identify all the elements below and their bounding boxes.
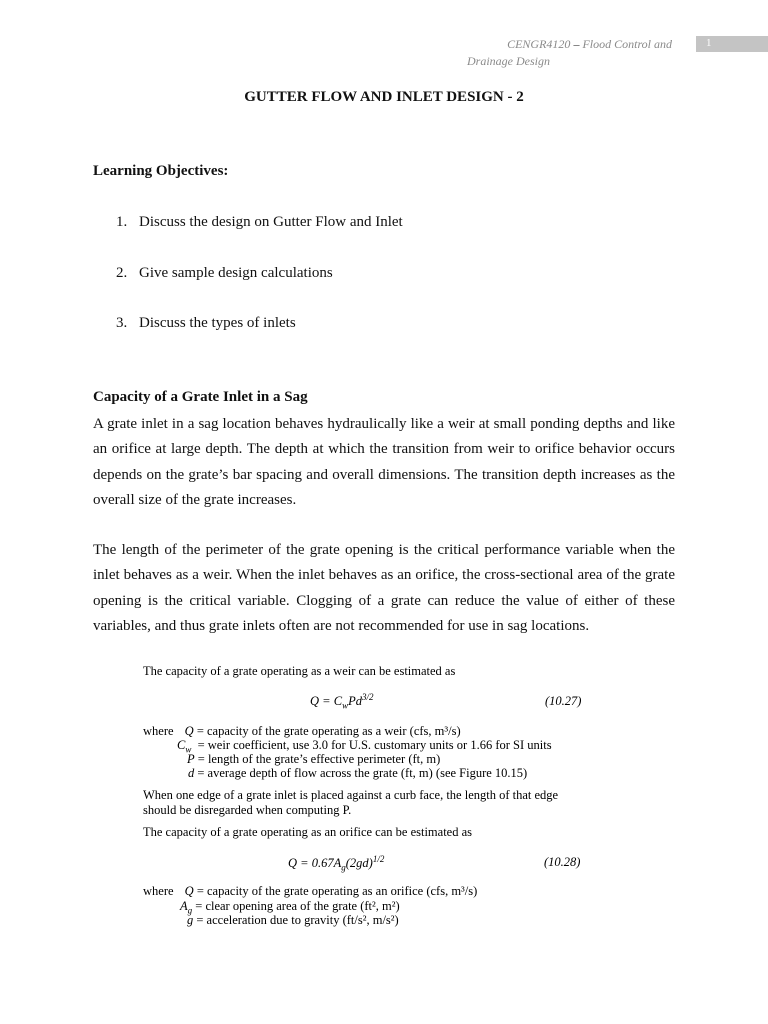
- weir-def-row: $C_w$ = weir coefficient, use 3.0 for U.S. customary units or 1.66 for SI units: [177, 738, 552, 755]
- course-title-line-1: Flood Control and: [582, 37, 672, 51]
- objective-item: [116, 214, 403, 231]
- objective-number: 3.: [116, 315, 128, 331]
- objective-text: Discuss the design on Gutter Flow and Inlet: [139, 214, 403, 230]
- orifice-def: = capacity of the grate operating as an orifice (cfs, m³/s): [196, 884, 478, 898]
- section-heading: Capacity of a Grate Inlet in a Sag: [93, 389, 308, 405]
- objectives-heading: Learning Objectives:: [93, 163, 229, 179]
- orifice-equation: $Q = 0.67A_g(2gd)^{1/2}$: [288, 854, 385, 873]
- objective-number: 1.: [116, 214, 128, 230]
- document-title: GUTTER FLOW AND INLET DESIGN - 2: [244, 89, 524, 105]
- objective-item: [116, 315, 296, 332]
- weir-intro: The capacity of a grate operating as a weir can be estimated as: [143, 664, 456, 678]
- paragraph-2: The length of the perimeter of the grate opening is the critical performance variable when the inlet behaves as a weir. When the inlet behaves as an orifice, the cross-sectional area of the grate opening is the critical variable. Clogging of a grate can reduce the value of either of these variables, and thus grate inlets often are not recommended for use in sag locations.: [93, 542, 675, 634]
- weir-equation: $Q = C_wPd^{3/2}$: [310, 692, 374, 711]
- weir-def-row: where Q = capacity of the grate operating as a weir (cfs, m³/s): [143, 724, 461, 738]
- weir-def: = capacity of the grate operating as a weir (cfs, m³/s): [196, 724, 461, 738]
- page-number-box: [696, 36, 768, 52]
- where-label: where: [143, 884, 174, 898]
- curb-note-line-1: When one edge of a grate inlet is placed against a curb face, the length of that edge: [143, 788, 559, 802]
- weir-def: = weir coefficient, use 3.0 for U.S. customary units or 1.66 for SI units: [197, 738, 552, 752]
- orifice-def: = acceleration due to gravity (ft/s², m/s²): [196, 913, 399, 927]
- objective-item: [116, 265, 333, 282]
- weir-def-row: d = average depth of flow across the grate (ft, m) (see Figure 10.15): [188, 766, 528, 780]
- course-code: CENGR4120: [507, 37, 571, 51]
- orifice-def-row: g = acceleration due to gravity (ft/s², m/s²): [187, 913, 399, 927]
- header-course-line: [467, 36, 672, 53]
- weir-def: = average depth of flow across the grate (ft, m) (see Figure 10.15): [197, 766, 528, 780]
- weir-def-row: P = length of the grate’s effective perimeter (ft, m): [187, 752, 441, 766]
- curb-note-line-2: should be disregarded when computing P.: [143, 803, 352, 817]
- course-title-line-2: Drainage Design: [467, 54, 550, 68]
- orifice-def-row: $A_g$ = clear opening area of the grate (ft², m²): [180, 899, 400, 916]
- objective-text: Give sample design calculations: [139, 265, 333, 281]
- objective-number: 2.: [116, 265, 128, 281]
- where-label: where: [143, 724, 174, 738]
- weir-equation-number: (10.27): [545, 694, 582, 708]
- orifice-equation-number: (10.28): [544, 855, 581, 869]
- page-header: [467, 36, 672, 70]
- weir-def: = length of the grate’s effective perimeter (ft, m): [197, 752, 441, 766]
- page-number: 1: [706, 37, 712, 49]
- orifice-intro: The capacity of a grate operating as an orifice can be estimated as: [143, 825, 473, 839]
- objective-text: Discuss the types of inlets: [139, 315, 296, 331]
- header-dash: –: [573, 37, 580, 51]
- orifice-def: = clear opening area of the grate (ft², m²): [195, 899, 400, 913]
- paragraph-1: A grate inlet in a sag location behaves hydraulically like a weir at small ponding depths and like an orifice at large depth. The depth at which the transition from weir to orifice behavior occurs depends on the grate’s bar spacing and overall dimensions. The transition depth increases as the overall size of the grate increases.: [93, 416, 675, 508]
- orifice-def-row: where Q = capacity of the grate operating as an orifice (cfs, m³/s): [143, 884, 478, 898]
